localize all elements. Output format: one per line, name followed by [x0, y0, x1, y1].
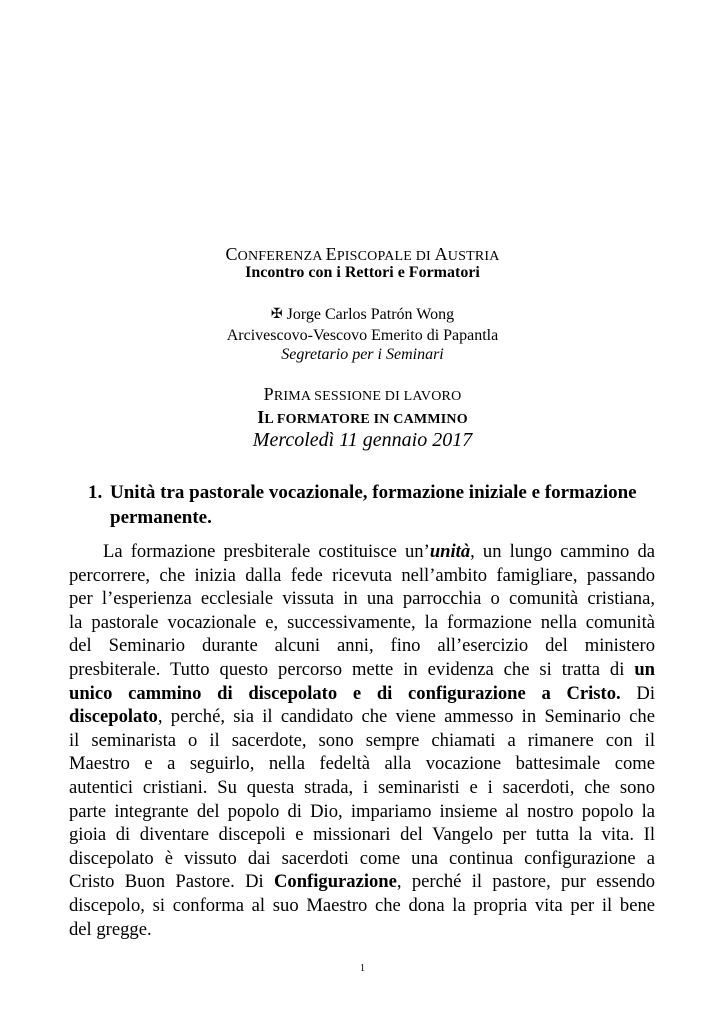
emphasis-unita: unità — [429, 541, 471, 562]
text-run: La formazione presbiterale costituisce un’ — [103, 541, 430, 562]
paragraph-line — [69, 540, 655, 564]
paragraph-line — [69, 682, 655, 706]
text-run: presbiterale. Tutto questo percorso mette in evidenza che si tratta di — [69, 658, 635, 680]
paragraph-line: la pastorale vocazionale e, successivamente, la formazione nella comunità — [69, 611, 655, 633]
text-run: , perché, sia il candidato che viene ammesso in Seminario che — [157, 706, 655, 728]
conference-title — [0, 244, 725, 265]
session-cap: P — [263, 384, 274, 404]
text-run: , un lungo cammino da — [470, 541, 655, 562]
paragraph-line: gioia di diventare discepoli e missionari del Vangelo per tutta la vita. Il — [69, 824, 655, 846]
conference-cap-1: C — [225, 244, 238, 264]
conference-cap-3: A — [434, 244, 448, 264]
paragraph-line: discepolo, si conforma al suo Maestro che dona la propria vita per il bene — [69, 894, 655, 916]
text-run: Di — [620, 682, 655, 704]
text-run: Cristo Buon Pastore. Di — [69, 871, 274, 893]
paragraph-line: discepolato è vissuto dai sacerdoti come una continua configurazione a — [69, 847, 655, 869]
bold-run: discepolato — [69, 706, 158, 728]
section-heading — [88, 480, 688, 530]
theme-cap: I — [257, 407, 265, 427]
paragraph-line: autentici cristiani. Su questa strada, i seminaristi e i sacerdoti, che sono — [69, 776, 655, 798]
paragraph-line — [69, 705, 655, 729]
author-role: Arcivescovo-Vescovo Emerito di Papantla — [226, 327, 499, 344]
session-date: Mercoledì 11 gennaio 2017 — [252, 429, 473, 451]
session-rest: RIMA SESSIONE DI LAVORO — [273, 389, 462, 404]
paragraph-line: per l’esperienza ecclesiale vissuta in una parrocchia o comunità cristiana, — [69, 588, 655, 610]
text-run: , perché il pastore, pur essendo — [396, 871, 655, 893]
bold-run: Configurazione — [273, 871, 397, 893]
paragraph-line — [69, 870, 655, 894]
bold-run: un — [634, 658, 655, 680]
author-office: Segretario per i Seminari — [281, 346, 444, 363]
paragraph-line — [69, 658, 655, 682]
conference-cap-2: E — [325, 244, 337, 264]
paragraph-line: del gregge. — [69, 918, 152, 940]
page-number: 1 — [360, 963, 365, 974]
theme-title — [0, 407, 725, 428]
author-name: Jorge Carlos Patrón Wong — [286, 306, 455, 323]
conference-rest-3: USTRIA — [447, 249, 500, 264]
body-paragraph — [69, 540, 655, 941]
conference-rest-2: PISCOPALE DI — [336, 249, 435, 264]
cross-icon: ✠ — [270, 307, 283, 322]
session-title — [0, 384, 725, 405]
author-line — [0, 306, 725, 324]
conference-rest-1: ONFERENZA — [237, 249, 326, 264]
paragraph-line: il seminarista o il sacerdote, sono sempre chiamati a rimanere con il — [69, 729, 655, 751]
paragraph-line: Maestro e a seguirlo, nella fedeltà alla vocazione battesimale come — [69, 753, 655, 775]
meeting-subtitle: Incontro con i Rettori e Formatori — [245, 264, 480, 281]
theme-rest: L FORMATORE IN CAMMINO — [264, 412, 468, 427]
section-number: 1. — [88, 482, 103, 503]
section-title-line-2: permanente. — [110, 507, 212, 528]
paragraph-line: del Seminario durante alcuni anni, fino all’esercizio del ministero — [69, 635, 655, 657]
paragraph-line: percorrere, che inizia dalla fede ricevuta nell’ambito famigliare, passando — [69, 564, 655, 586]
bold-run: unico cammino di discepolato e di configurazione a Cristo. — [69, 682, 621, 704]
paragraph-line: parte integrante del popolo di Dio, impariamo insieme al nostro popolo la — [69, 800, 655, 822]
section-title-line-1: Unità tra pastorale vocazionale, formazione iniziale e formazione — [110, 482, 637, 503]
